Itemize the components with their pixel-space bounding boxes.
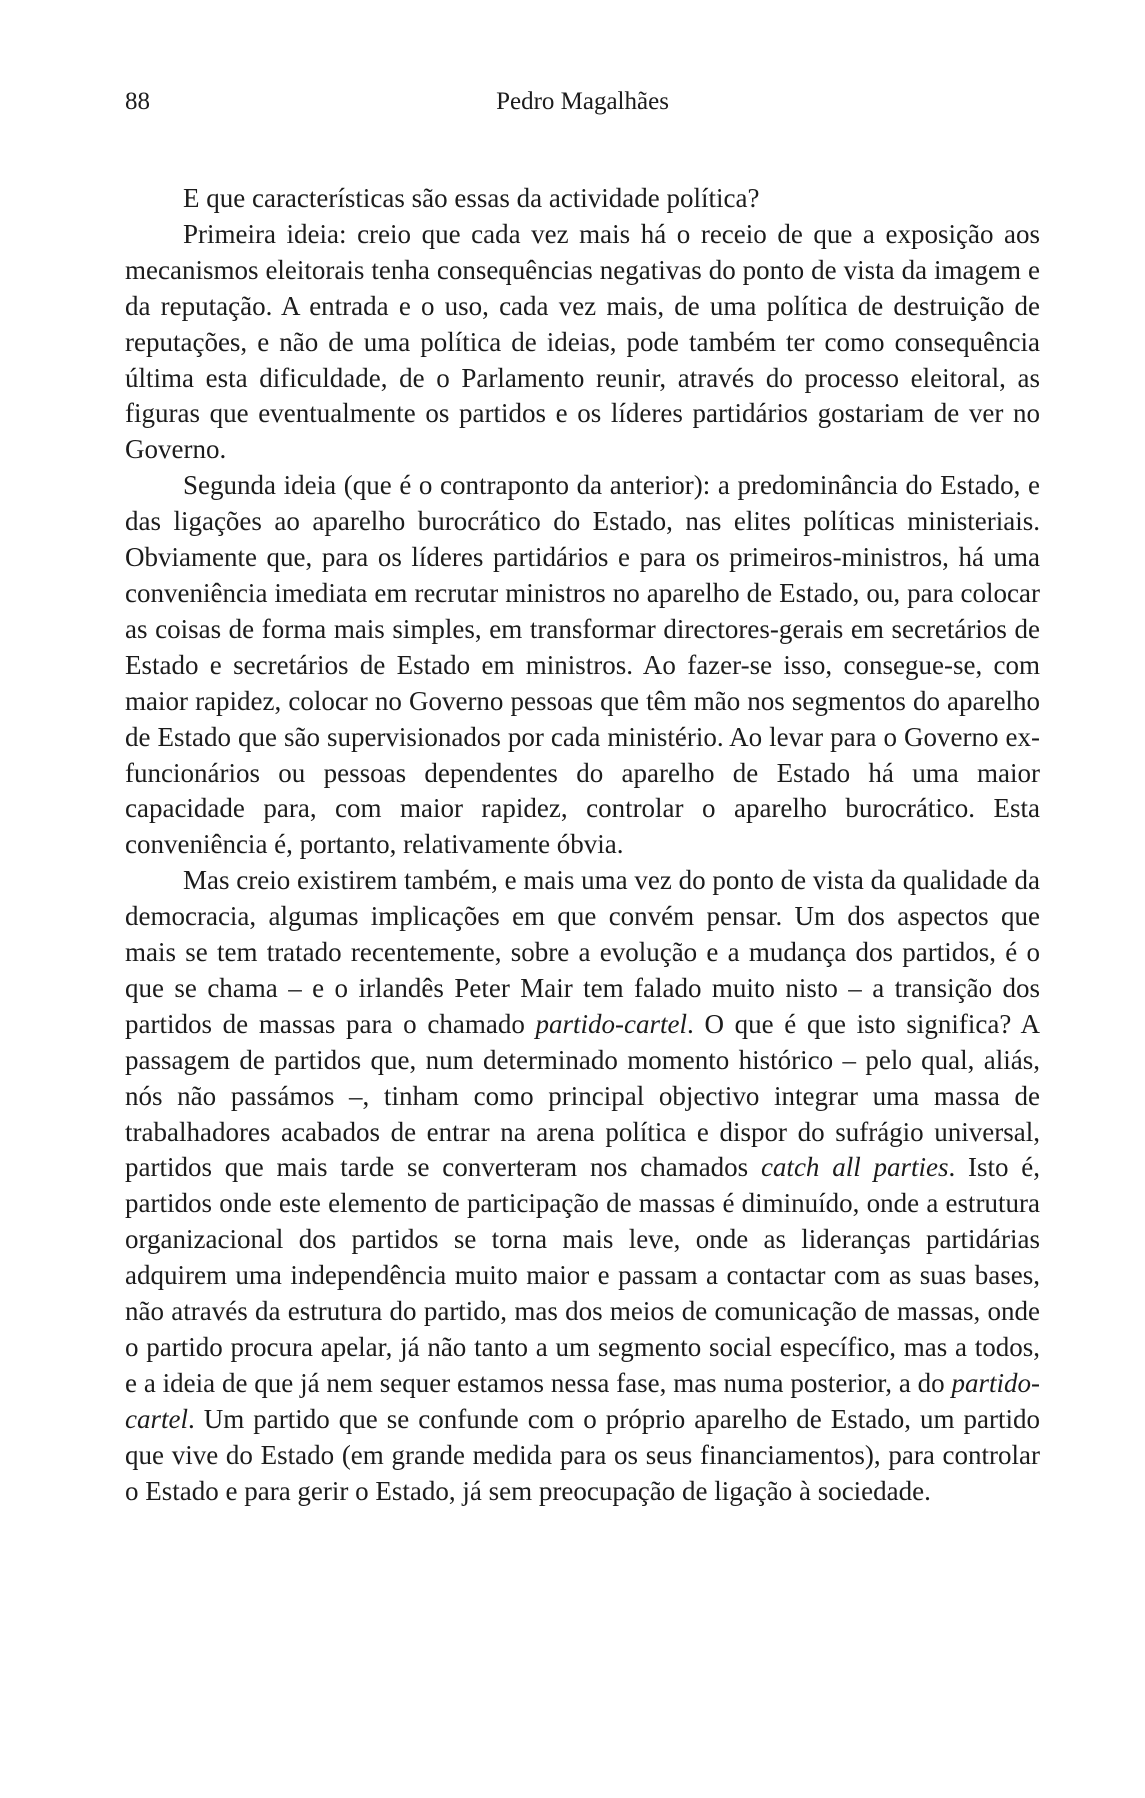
paragraph [125,863,1040,1509]
body-text [125,181,1040,1510]
paragraph [125,181,1040,217]
paragraph-text: Mas creio existirem também, e mais uma vez do ponto de vista da qualidade da democracia, algumas implicações em que convém pensar. Um dos aspectos que mais se tem tratado recentemente, sobre a evolução e a mudança dos partidos, é o que se chama – e o irlandês Peter Mair tem falado muito nisto – a transição dos partidos de massas para o chamado [125,865,1040,1039]
paragraph-text: . Um partido que se confunde com o próprio aparelho de Estado, um partido que vive do Estado (em grande medida para os seus financiamentos), para controlar o Estado e para gerir o Estado, já sem preocupação de ligação à sociedade. [125,1403,1040,1506]
paragraph-text: . Isto é, partidos onde este elemento de participação de massas é diminuído, onde a estrutura organizacional dos partidos se torna mais leve, onde as lideranças partidárias adquirem uma independência muito maior e passam a contactar com as suas bases, não através da estrutura do partido, mas dos meios de comunicação de massas, onde o partido procura apelar, já não tanto a um segmento social específico, mas a todos, e a ideia de que já nem sequer estamos nessa fase, mas numa posterior, a do [125,1152,1040,1398]
paragraph [125,217,1040,468]
paragraph [125,468,1040,863]
paragraph-text: E que características são essas da actividade política? [183,183,760,213]
italic-term: catch all parties [760,1152,949,1183]
running-title: Pedro Magalhães [496,88,669,115]
paragraph-text: Primeira ideia: creio que cada vez mais há o receio de que a exposição aos mecanismos eleitorais tenha consequências negativas do ponto de vista da imagem e da reputação. A entrada e o uso, cada vez mais, de uma política de destruição de reputações, e não de uma política de ideias, pode também ter como consequência última esta dificuldade, de o Parlamento reunir, através do processo eleitoral, as figuras que eventualmente os partidos e os líderes partidários gostariam de ver no Governo. [125,218,1040,465]
page-header [125,84,1040,120]
paragraph-text: . O que é que isto significa? A passagem de partidos que, num determinado momento histórico – pelo qual, aliás, nós não passámos –, tinham como principal objectivo integrar uma massa de trabalhadores acabados de entrar na arena política e dispor do sufrágio universal, partidos que mais tarde se converteram nos chamados [125,1008,1040,1183]
italic-term: partido-cartel [125,1367,1040,1434]
paragraph-text: Segunda ideia (que é o contraponto da anterior): a predominância do Estado, e das ligações ao aparelho burocrático do Estado, nas elites políticas ministeriais. Obviamente que, para os líderes partidários e para os primeiros-ministros, há uma conveniência imediata em recrutar ministros no aparelho de Estado, ou, para colocar as coisas de forma mais simples, em transformar directores-gerais em secretários de Estado e secretários de Estado em ministros. Ao fazer-se isso, consegue-se, com maior rapidez, colocar no Governo pessoas que têm mão nos segmentos do aparelho de Estado que são supervisionados por cada ministério. Ao levar para o Governo ex-funcionários ou pessoas dependentes do aparelho de Estado há uma maior capacidade para, com maior rapidez, controlar o aparelho burocrático. Esta conveniência é, portanto, relativamente óbvia. [125,470,1040,860]
italic-term: partido-cartel [535,1008,687,1039]
page-number: 88 [125,88,150,115]
